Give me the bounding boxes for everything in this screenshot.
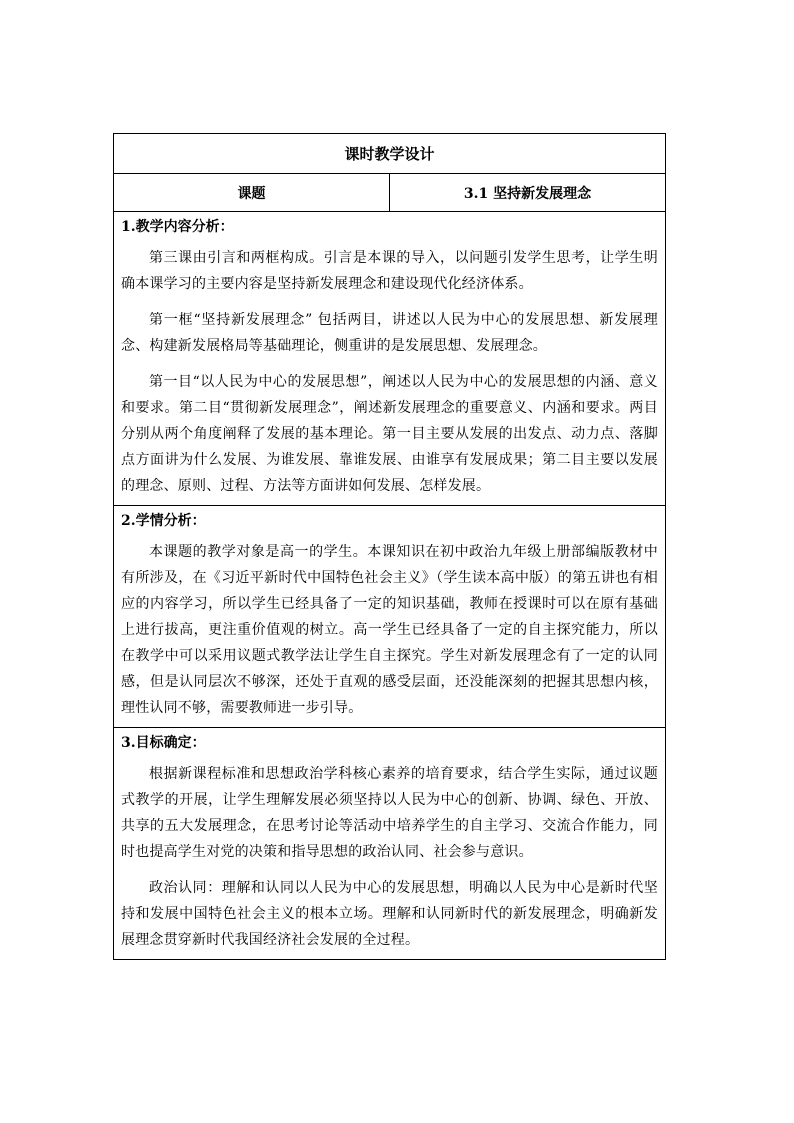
- section-goals: [114, 728, 666, 960]
- paragraph: 第一目“以人民为中心的发展思想”，阐述以人民为中心的发展思想的内涵、意义和要求。第二目“贯彻新发展理念”，阐述新发展理念的重要意义、内涵和要求。两目分别从两个角度阐释了发展的基本理论。第一目主要从发展的出发点、动力点、落脚点方面讲为什么发展、为谁发展、靠谁发展、由谁享有发展成果；第二目主要以发展的理念、原则、过程、方法等方面讲如何发展、怎样发展。: [121, 374, 658, 494]
- paragraph: 第一框“坚持新发展理念” 包括两目，讲述以人民为中心的发展思想、新发展理念、构建新发展格局等基础理论，侧重讲的是发展思想、发展理念。: [121, 312, 658, 354]
- topic-value: 3.1 坚持新发展理念: [390, 174, 666, 212]
- paragraph: 政治认同：理解和认同以人民为中心的发展思想，明确以人民为中心是新时代坚持和发展中国特色社会主义的根本立场。理解和认同新时代的新发展理念，明确新发展理念贯穿新时代我国经济社会发展的全过程。: [121, 880, 658, 948]
- document-title: 课时教学设计: [114, 134, 666, 174]
- section-heading: 3.目标确定：: [121, 735, 206, 751]
- paragraph: 根据新课程标准和思想政治学科核心素养的培育要求，结合学生实际，通过议题式教学的开展，让学生理解发展必须坚持以人民为中心的创新、协调、绿色、开放、共享的五大发展理念，在思考讨论等活动中培养学生的自主学习、交流合作能力，同时也提高学生对党的决策和指导思想的政治认同、社会参与意识。: [121, 766, 658, 860]
- paragraph: 本课题的教学对象是高一的学生。本课知识在初中政治九年级上册部编版教材中有所涉及，在《习近平新时代中国特色社会主义》（学生读本高中版）的第五讲也有相应的内容学习，所以学生已经具备了一定的知识基础，教师在授课时可以在原有基础上进行拔高，更注重价值观的树立。高一学生已经具备了一定的自主探究能力，所以在教学中可以采用议题式教学法让学生自主探究。学生对新发展理念有了一定的认同感，但是认同层次不够深，还处于直观的感受层面，还没能深刻的把握其思想内核，理性认同不够，需要教师进一步引导。: [121, 544, 658, 716]
- section-content-analysis: [114, 212, 666, 506]
- section-heading: 2.学情分析：: [121, 513, 206, 529]
- lesson-design-document: [113, 133, 666, 960]
- topic-label: 课题: [114, 174, 390, 212]
- lesson-design-table: [113, 133, 666, 960]
- section-student-analysis: [114, 506, 666, 728]
- paragraph: 第三课由引言和两框构成。引言是本课的导入，以问题引发学生思考，让学生明确本课学习的主要内容是坚持新发展理念和建设现代化经济体系。: [121, 250, 658, 292]
- section-heading: 1.教学内容分析：: [121, 219, 234, 235]
